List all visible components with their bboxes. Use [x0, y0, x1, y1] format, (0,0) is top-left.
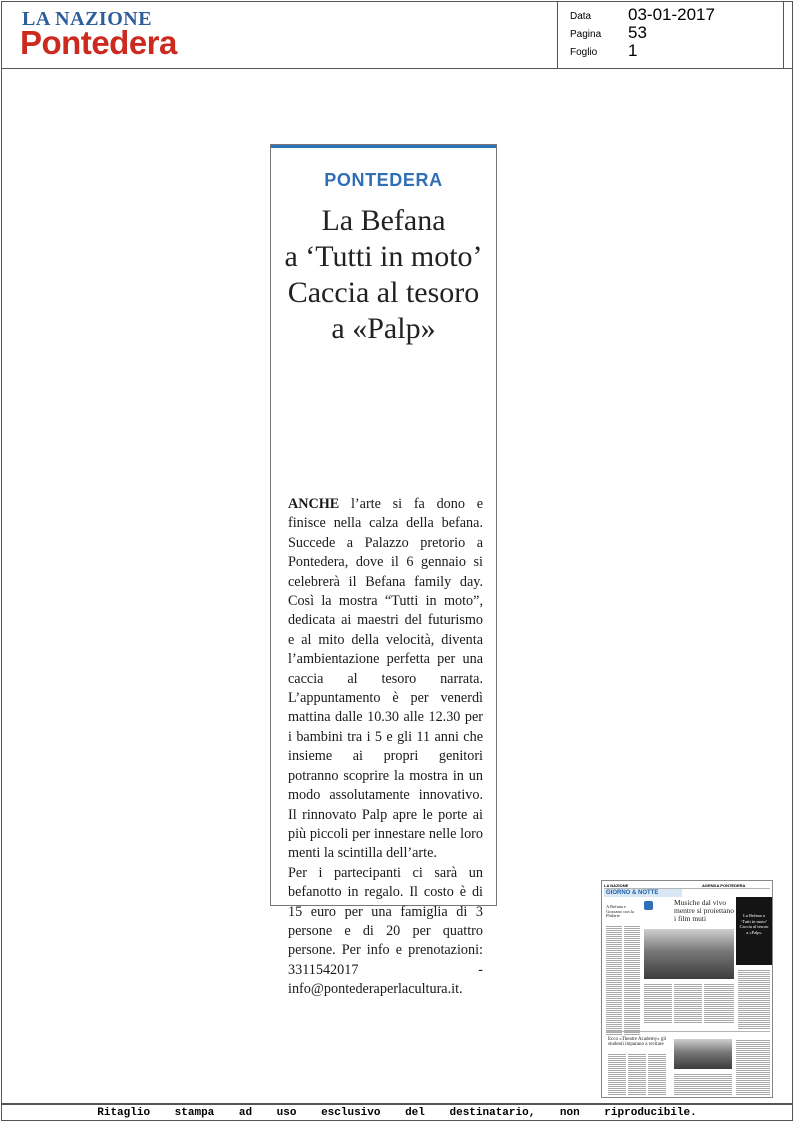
masthead: [2, 2, 558, 68]
header: [1, 1, 793, 69]
headline-line: La Befana: [321, 204, 446, 237]
headline-line: a «Palp»: [331, 312, 436, 345]
thumbnail-text-column: [608, 1053, 626, 1095]
thumbnail-text-column: [624, 925, 640, 1035]
lead-word: ANCHE: [288, 496, 340, 512]
meta-value: 03-01-2017: [628, 5, 715, 24]
thumbnail-text-column: [628, 1053, 646, 1095]
page-thumbnail: [601, 880, 773, 1098]
thumbnail-paper-name: LA NAZIONE: [604, 883, 629, 888]
thumbnail-section: AGENDA PONTEDERA: [702, 883, 746, 888]
thumbnail-highlight-title: La Befana a ‘Tutti in moto’ Caccia al tesoro a «Palp»: [739, 913, 769, 935]
meta-label: Foglio: [570, 47, 598, 58]
section-label: PONTEDERA: [324, 170, 443, 190]
thumbnail-text-column: [738, 969, 770, 1029]
thumbnail-left-title: A Befana e Gozzano con la Philarte: [606, 904, 634, 919]
thumbnail-banner: [604, 889, 682, 897]
meta-label: Pagina: [570, 29, 602, 40]
thumbnail-text-column: [648, 1053, 666, 1095]
metadata-box: [562, 2, 784, 68]
body-paragraph: Per i partecipanti ci sarà un befanotto in regalo. Il costo è di 15 euro per una famiglia di 3 persone e di 20 per quattro persone. Per info e prenotazioni: 3311542017 - info@pontederaperlacultura.it.: [288, 864, 483, 998]
thumbnail-photo: [674, 1039, 732, 1069]
headline-line: Caccia al tesoro: [287, 276, 480, 309]
meta-label: Data: [570, 11, 592, 22]
thumbnail-rule: [606, 1031, 770, 1032]
thumbnail-text-column: [704, 983, 734, 1023]
paragraph-text: l’arte si fa dono e finisce nella calza della befana. Succede a Palazzo pretorio a Pontedera, dove il 6 gennaio si celebrerà il Befana family day. Così la mostra “Tutti in moto”, dedicata ai maestri del futurismo e al mito della velocità, diventa l’ambientazione perfetta per una caccia al tesoro narrata. L’appuntamento è per venerdì mattina dalle 10.30 alle 12.30 per i bambini tra i 5 e gli 11 anni che insieme ai propri genitori potranno scoprire la mostra in un modo assolutamente innovativo. Il rinnovato Palp apre le porte ai più piccoli per innestare nelle loro menti la scintilla dell’arte.: [288, 496, 483, 862]
thumbnail-banner-text: GIORNO & NOTTE: [606, 890, 659, 896]
article-headline: [277, 203, 490, 347]
thumbnail-text-column: [736, 1039, 770, 1095]
meta-row-sheet: [570, 41, 780, 59]
thumbnail-text-column: [674, 983, 702, 1023]
meta-value: 1: [628, 41, 638, 60]
meta-row-date: [570, 5, 780, 23]
newspaper-name: LA NAZIONE: [22, 8, 153, 30]
thumbnail-photo: [644, 929, 734, 979]
body-paragraph: [288, 495, 483, 864]
copyright-notice: Ritaglio stampa ad uso esclusivo del destinatario, non riproducibile.: [97, 1107, 697, 1119]
thumbnail-text-column: [644, 983, 672, 1023]
thumbnail-text-column: [606, 925, 622, 1035]
meta-row-page: [570, 23, 780, 41]
edition-name: Pontedera: [20, 24, 177, 61]
section-rule: [271, 145, 496, 148]
thumbnail-text-column: [674, 1073, 732, 1095]
thumbnail-bottom-title: Ecco «Theatre Academy» gli studenti imparano a recitare: [608, 1037, 667, 1048]
footer: [1, 1104, 793, 1121]
thumbnail-main-title: Musiche dal vivo mentre si proiettano i film muti: [674, 898, 734, 923]
article-body: [288, 495, 483, 1000]
thumbnail-logo-icon: [644, 901, 653, 910]
headline-line: a ‘Tutti in moto’: [284, 240, 483, 273]
article-clipping: [270, 144, 497, 998]
thumbnail-highlight-box: [736, 897, 772, 965]
meta-value: 53: [628, 23, 647, 42]
